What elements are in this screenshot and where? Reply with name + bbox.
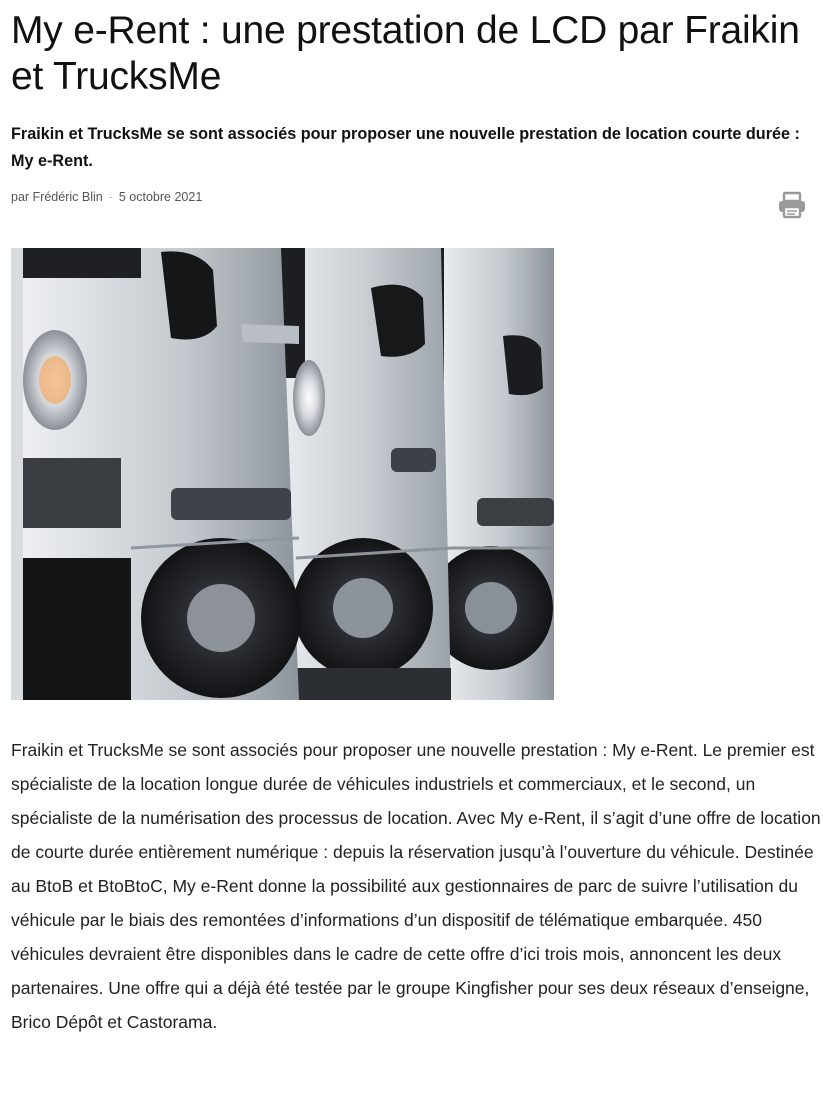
article-body: Fraikin et TrucksMe se sont associés pour proposer une nouvelle prestation : My e-Rent. Le premier est spécialiste de la location longue durée de véhicules industriels et commerciaux, et le second, un spécialiste de la numérisation des processus de location. Avec My e-Rent, il s’agit d’une offre de location de courte durée entièrement numérique : depuis la réservation jusqu’à l’ouverture du véhicule. Destinée au BtoB et BtoBtoC, My e-Rent donne la possibilité aux gestionnaires de parc de suivre l’utilisation du véhicule par le biais des remontées d’informations d’un dispositif de télématique embarquée. 450 véhicules devraient être disponibles dans le cadre de cette offre d’ici trois mois, annoncent les deux partenaires. Une offre qui a déjà été testée par le groupe Kingfisher pour ses deux réseaux d’enseigne, Brico Dépôt et Castorama. [11,740,821,1032]
article-title: My e-Rent : une prestation de LCD par Fraikin et TrucksMe [11,9,800,98]
article-meta [11,189,202,205]
article-subtitle: Fraikin et TrucksMe se sont associés pour proposer une nouvelle prestation de location courte durée : My e-Rent. [11,125,800,170]
publish-date: 5 octobre 2021 [118,190,203,204]
meta-separator: - [108,190,113,204]
print-button[interactable] [775,190,809,220]
printer-icon [775,190,809,220]
hero-image [11,248,554,700]
author-link[interactable]: par Frédéric Blin [11,190,103,204]
vans-photo [11,248,554,700]
